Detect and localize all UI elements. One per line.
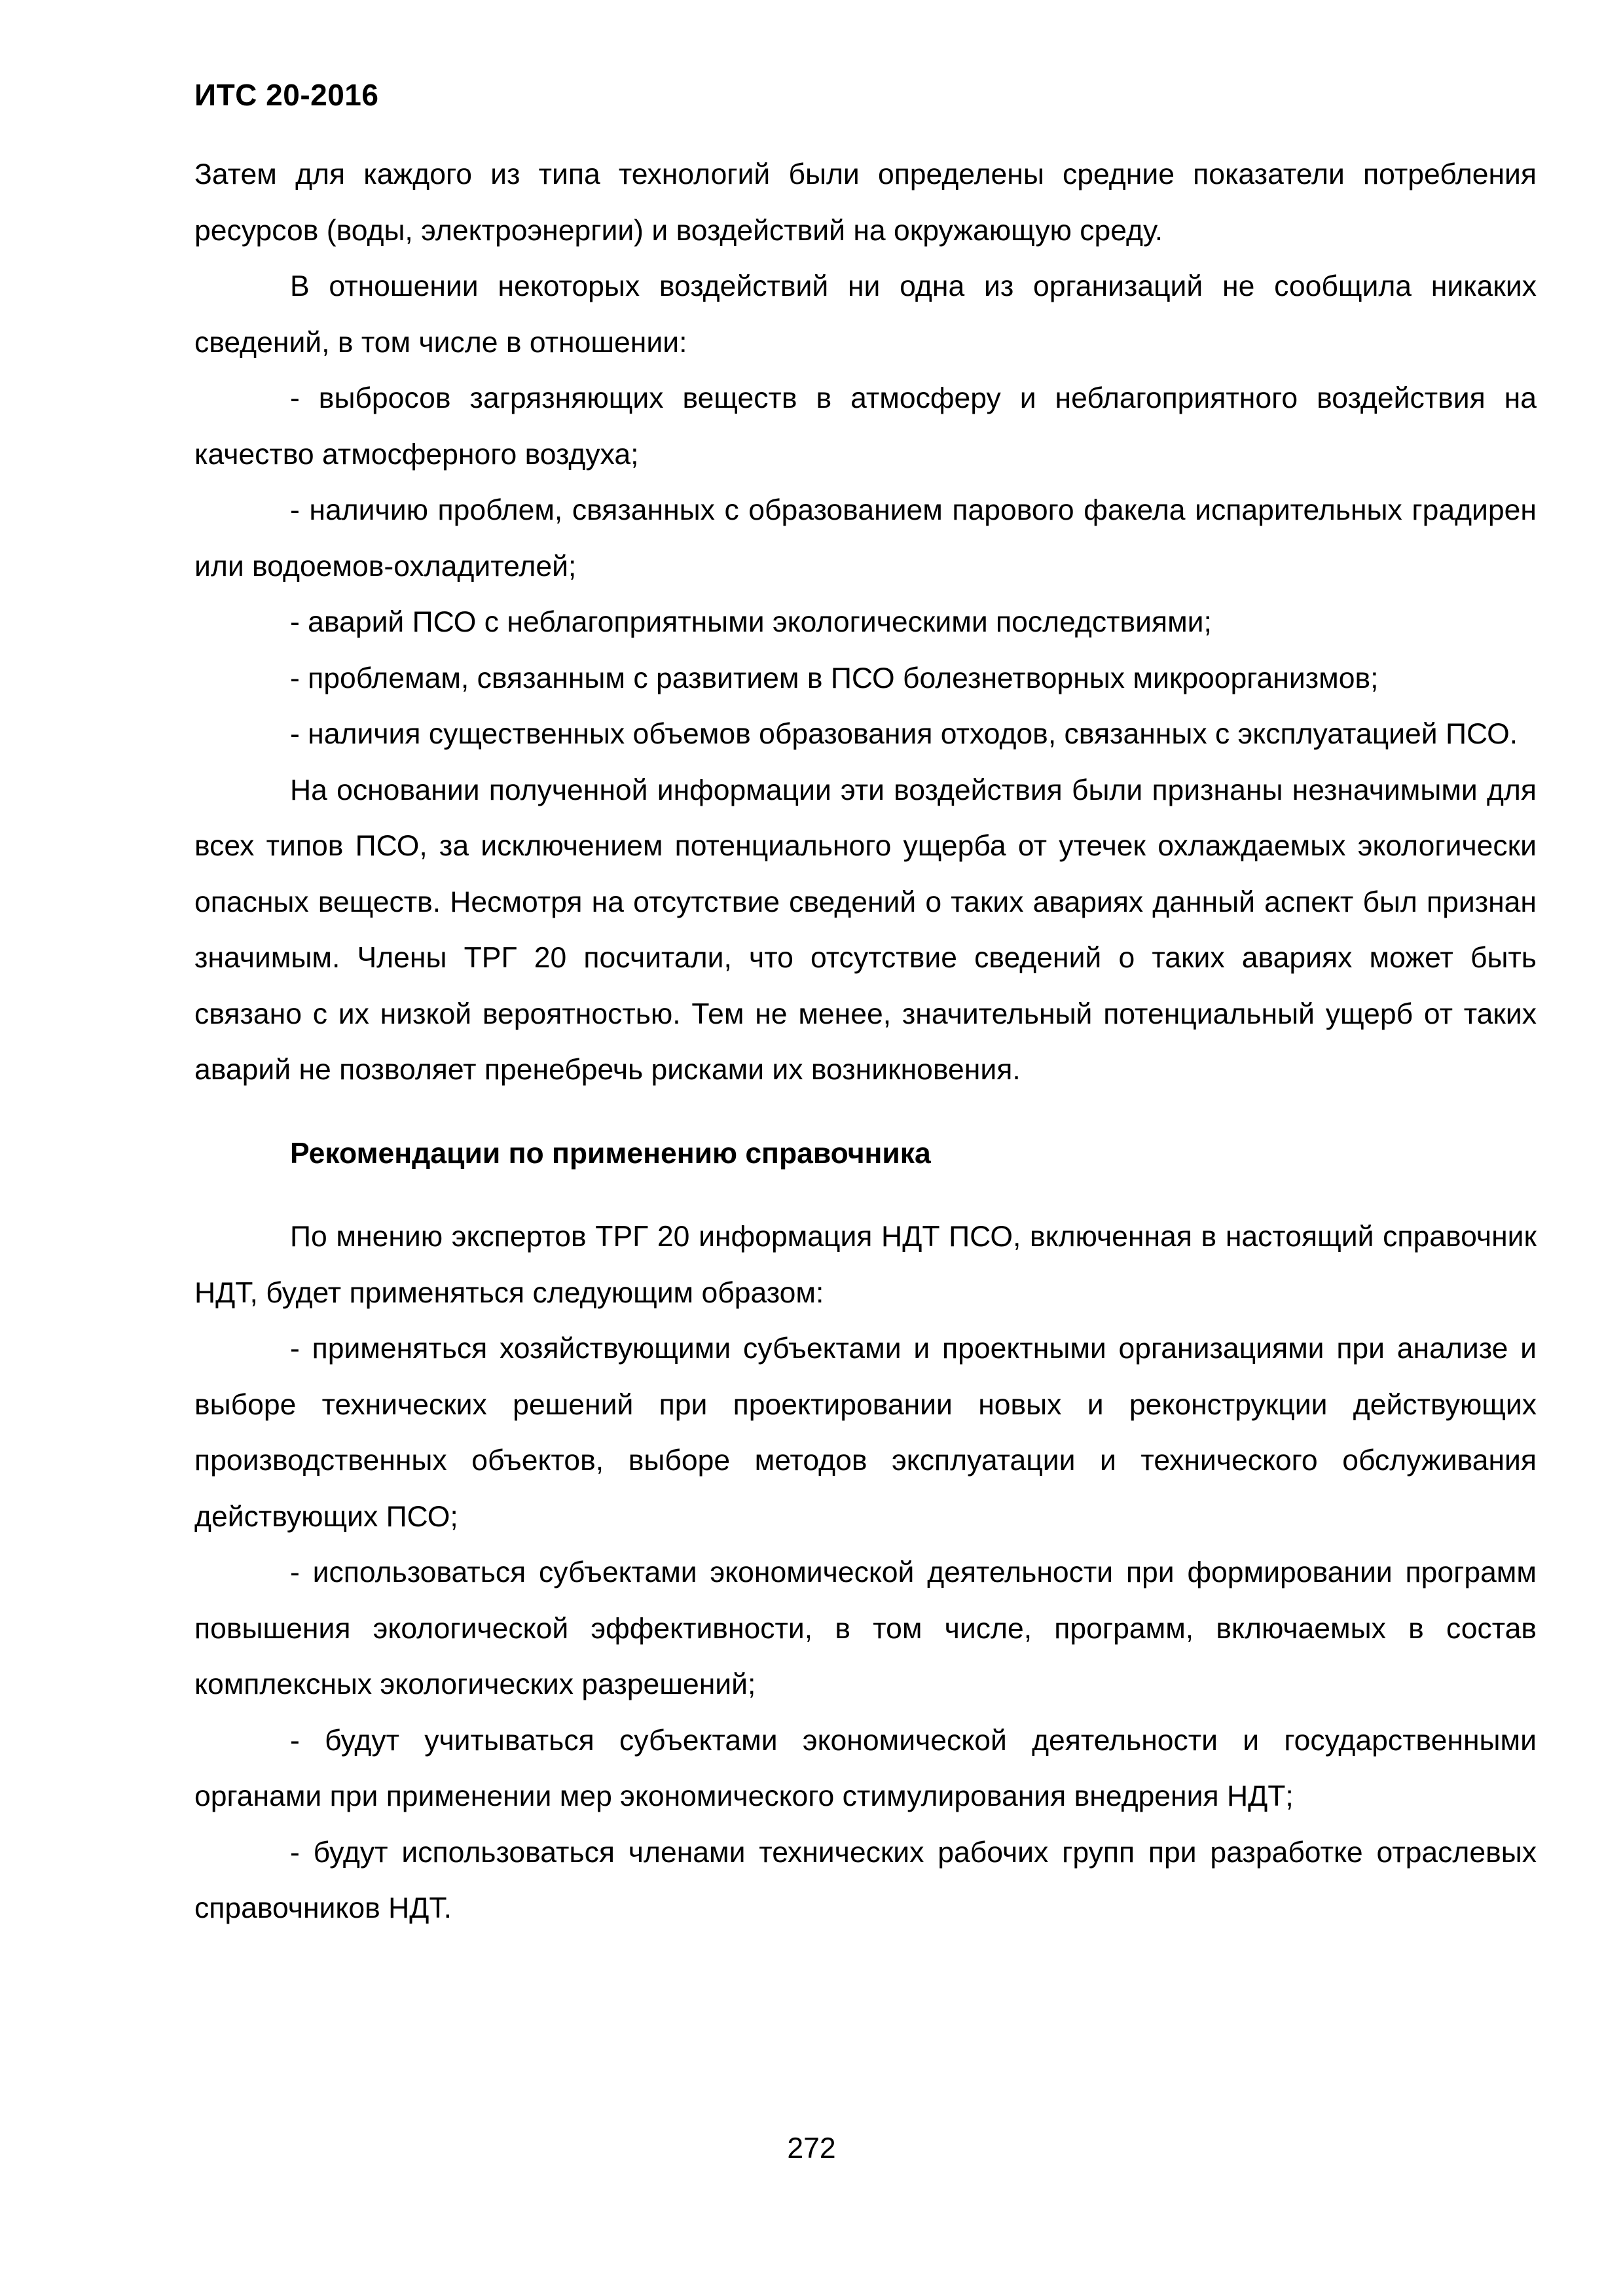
section-heading: Рекомендации по применению справочника	[290, 1137, 931, 1170]
list-item: - аварий ПСО с неблагоприятными экологическими последствиями;	[290, 606, 1212, 638]
list-item: - применяться хозяйствующими субъектами и проектными организациями при анализе и выборе технических решений при проектировании новых и реконструкции действующих производственных объектов, выборе методов эксплуатации и технического обслуживания действующих ПСО;	[194, 1333, 1537, 1533]
list-item: - наличия существенных объемов образования отходов, связанных с эксплуатацией ПСО.	[290, 718, 1518, 750]
list-item: - будут учитываться субъектами экономической деятельности и государственными органами при применении мер экономического стимулирования внедрения НДТ;	[194, 1724, 1537, 1812]
list-item: - выбросов загрязняющих веществ в атмосферу и неблагоприятного воздействия на качество атмосферного воздуха;	[194, 382, 1537, 471]
list-item: - использоваться субъектами экономической деятельности при формировании программ повышения экологической эффективности, в том числе, программ, включаемых в состав комплексных экологических разрешений;	[194, 1556, 1537, 1700]
list-item: - наличию проблем, связанных с образованием парового факела испарительных градирен или водоемов-охладителей;	[194, 494, 1537, 583]
document-body	[194, 147, 1537, 1937]
page-number: 272	[787, 2132, 836, 2164]
document-code-header: ИТС 20-2016	[194, 78, 379, 112]
paragraph: Затем для каждого из типа технологий были определены средние показатели потребления ресурсов (воды, электроэнергии) и воздействий на окружающую среду.	[194, 158, 1537, 247]
paragraph: На основании полученной информации эти воздействия были признаны незначимыми для всех типов ПСО, за исключением потенциального ущерба от утечек охлаждаемых экологически опасных веществ. Несмотря на отсутствие сведений о таких авариях данный аспект был признан значимым. Члены ТРГ 20 посчитали, что отсутствие сведений о таких авариях может быть связано с их низкой вероятностью. Тем не менее, значительный потенциальный ущерб от таких аварий не позволяет пренебречь рисками их возникновения.	[194, 774, 1537, 1086]
paragraph: В отношении некоторых воздействий ни одна из организаций не сообщила никаких сведений, в том числе в отношении:	[194, 270, 1537, 359]
paragraph: По мнению экспертов ТРГ 20 информация НДТ ПСО, включенная в настоящий справочник НДТ, будет применяться следующим образом:	[194, 1221, 1537, 1309]
list-item: - будут использоваться членами технических рабочих групп при разработке отраслевых справочников НДТ.	[194, 1836, 1537, 1924]
list-item: - проблемам, связанным с развитием в ПСО болезнетворных микроорганизмов;	[290, 662, 1379, 694]
